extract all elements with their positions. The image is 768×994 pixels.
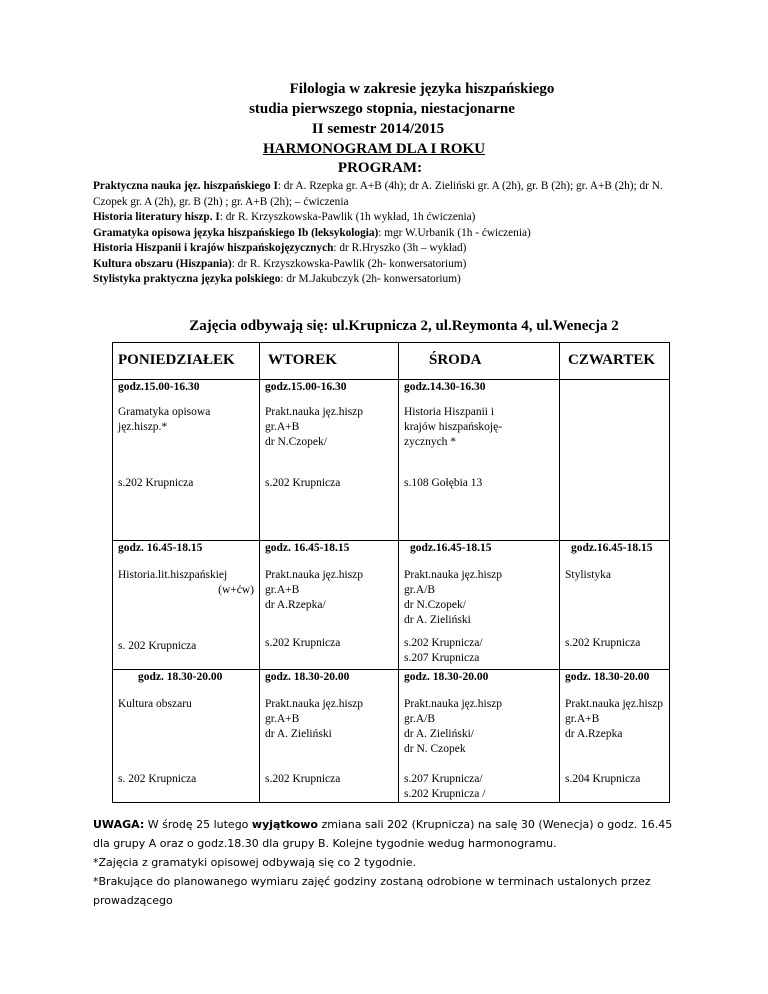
- slot2-tuesday: godz. 16.45-18.15 Prakt.nauka jęz.hiszp gr.A+B dr A.Rzepka/ s.202 Krupnicza: [260, 541, 399, 670]
- semester: II semestr 2014/2015: [311, 121, 445, 137]
- slot3-monday: godz. 18.30-20.00 Kultura obszaru s. 202 Krupnicza: [113, 670, 260, 803]
- slot1-wednesday: godz.14.30-16.30 Historia Hiszpanii i krajów hiszpańskoję- zycznych * s.108 Gołębia 13: [399, 380, 560, 541]
- slot1-monday: godz.15.00-16.30 Gramatyka opisowa jęz.hiszp.* s.202 Krupnicza: [113, 380, 260, 541]
- program-item: Kultura obszaru (Hiszpania): dr R. Krzyszkowska-Pawlik (2h- konwersatorium): [93, 257, 467, 270]
- slot3-tuesday: godz. 18.30-20.00 Prakt.nauka jęz.hiszp gr.A+B dr A. Zieliński s.202 Krupnicza: [260, 670, 399, 803]
- slot2-monday: godz. 16.45-18.15 Historia.lit.hiszpańskiej (w+ćw) s. 202 Krupnicza: [113, 541, 260, 670]
- slot3-thursday: godz. 18.30-20.00 Prakt.nauka jęz.hiszp gr.A+B dr A.Rzepka s.204 Krupnicza: [560, 670, 670, 803]
- slot1-thursday: [560, 380, 670, 541]
- program-item: Historia Hiszpanii i krajów hiszpańskojęzycznych: dr R.Hryszko (3h – wykład): [93, 242, 467, 254]
- day-monday: PONIEDZIAŁEK: [113, 343, 260, 380]
- schedule-heading: HARMONOGRAM DLA I ROKU: [262, 141, 486, 157]
- day-header-row: [113, 343, 670, 380]
- slot1-tuesday: godz.15.00-16.30 Prakt.nauka jęz.hiszp gr.A+B dr N.Czopek/ s.202 Krupnicza: [260, 380, 399, 541]
- slot3-wednesday: godz. 18.30-20.00 Prakt.nauka jęz.hiszp gr.A/B dr A. Zieliński/ dr N. Czopek s.207 Krupnicza/ s.202 Krupnicza /: [399, 670, 560, 803]
- slot2-row: [113, 541, 670, 670]
- program-heading: PROGRAM:: [337, 160, 423, 176]
- faculty-title: Filologia w zakresie języka hiszpańskiego: [289, 81, 555, 97]
- day-thursday: CZWARTEK: [560, 343, 670, 380]
- program-item: Historia literatury hiszp. I: dr R. Krzyszkowska-Pawlik (1h wykład, 1h ćwiczenia): [93, 211, 476, 223]
- slot2-thursday: godz.16.45-18.15 Stylistyka s.202 Krupnicza: [560, 541, 670, 670]
- slot2-wednesday: godz.16.45-18.15 Prakt.nauka jęz.hiszp gr.A/B dr N.Czopek/ dr A. Zieliński s.202 Krupnicza/ s.207 Krupnicza: [399, 541, 560, 670]
- day-tuesday: WTOREK: [260, 343, 399, 380]
- program-item: Praktyczna nauka jęz. hiszpańskiego I: dr A. Rzepka gr. A+B (4h); dr A. Zieliński gr. A (2h), gr. B (2h); gr. A+B (2h); dr N. Czopek gr. A (2h), gr. B (2h) ; gr. A+B (2h); – ćwiczenia: [93, 180, 663, 208]
- slot1-row: [113, 380, 670, 541]
- notes: [93, 815, 683, 910]
- program-item: Gramatyka opisowa języka hiszpańskiego Ib (leksykologia): mgr W.Urbanik (1h - ćwiczenia): [93, 226, 531, 239]
- program-item: Stylistyka praktyczna języka polskiego: dr M.Jakubczyk (2h- konwersatorium): [93, 273, 461, 285]
- note-uwaga: UWAGA: W środę 25 lutego wyjątkowo zmiana sali 202 (Krupnicza) na salę 30 (Wenecja) o godz. 16.45 dla grupy A oraz o godz.18.30 dla grupy B. Kolejne tygodnie wedug harmonogramu.: [93, 818, 673, 850]
- slot3-row: [113, 670, 670, 803]
- study-type: studia pierwszego stopnia, niestacjonarne: [249, 101, 515, 117]
- program-list: [93, 179, 683, 288]
- day-wednesday: ŚRODA: [399, 343, 560, 380]
- note-grammar: *Zajęcia z gramatyki opisowej odbywają się co 2 tygodnie.: [93, 856, 417, 869]
- schedule-table: [112, 342, 670, 803]
- note-missing-hours: *Brakujące do planowanego wymiaru zajęć godziny zostaną odrobione w terminach ustalonych przez prowadzącego: [93, 875, 651, 907]
- location-line: Zajęcia odbywają się: ul.Krupnicza 2, ul.Reymonta 4, ul.Wenecja 2: [189, 318, 619, 334]
